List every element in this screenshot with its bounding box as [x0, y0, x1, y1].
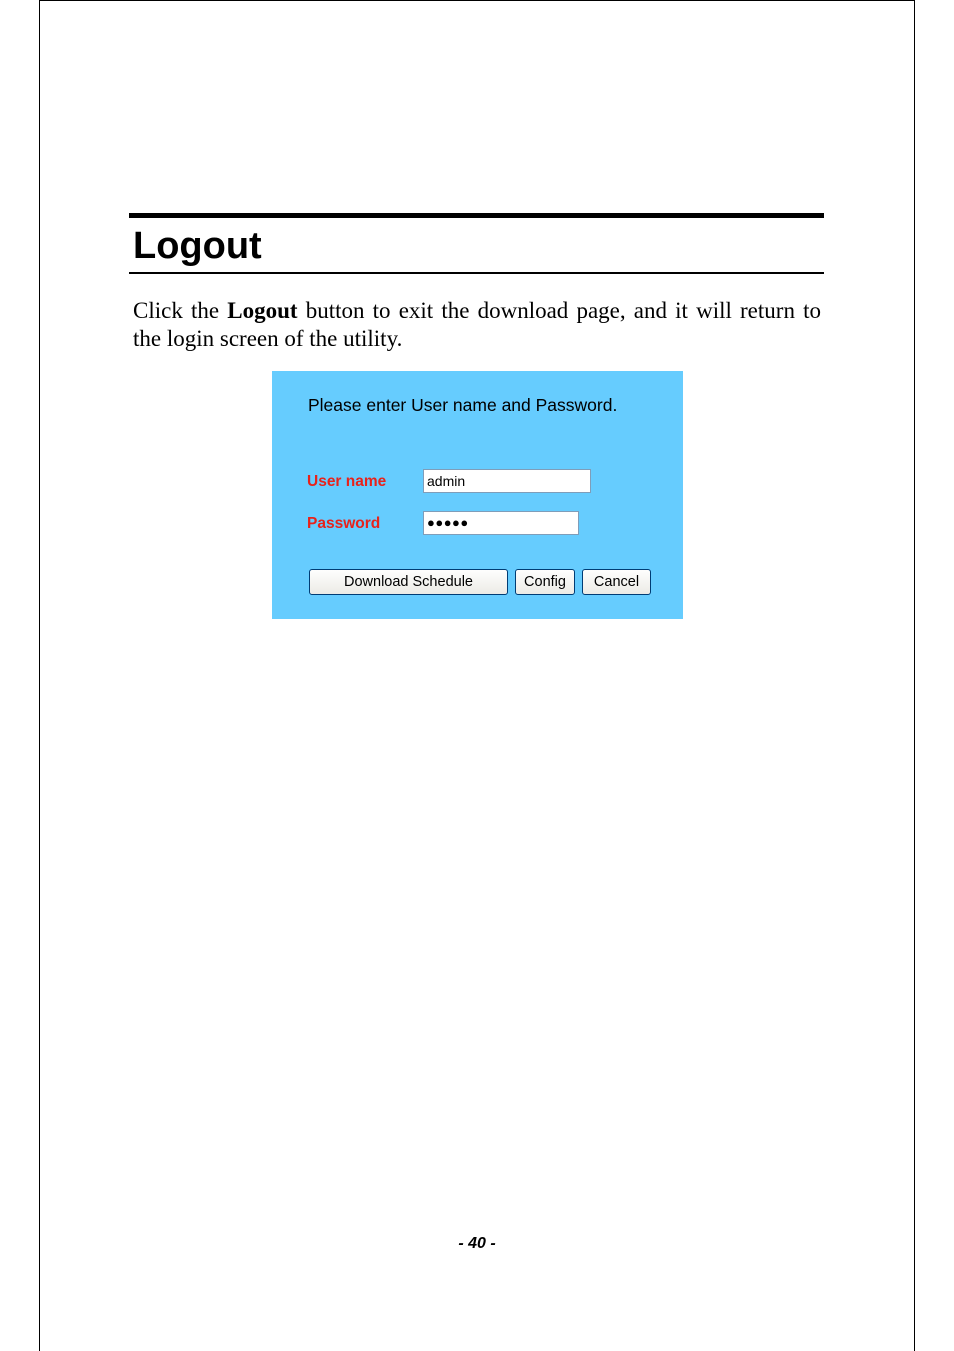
heading-top-rule [129, 213, 824, 218]
password-label: Password [307, 515, 381, 532]
page-border-top [39, 0, 915, 1]
login-screenshot [272, 371, 683, 619]
username-label: User name [307, 473, 387, 490]
page-border-right [914, 0, 915, 1351]
paragraph-text-start: Click the [133, 298, 228, 323]
login-prompt: Please enter User name and Password. [308, 395, 618, 415]
download-schedule-button[interactable]: Download Schedule [309, 569, 508, 595]
heading-bottom-rule [129, 272, 824, 274]
section-title: Logout [133, 225, 262, 267]
config-button[interactable]: Config [515, 569, 575, 595]
paragraph-bold-term: Logout [227, 298, 298, 323]
password-field[interactable]: ●●●●● [423, 511, 579, 535]
username-field[interactable]: admin [423, 469, 591, 493]
section-paragraph [133, 297, 821, 353]
paragraph-text-end: button to exit the download page, and it will return to the login screen of the utility. [133, 298, 821, 351]
cancel-button[interactable]: Cancel [582, 569, 651, 595]
page-number: - 40 - [458, 1235, 496, 1252]
page-border-left [39, 0, 40, 1351]
